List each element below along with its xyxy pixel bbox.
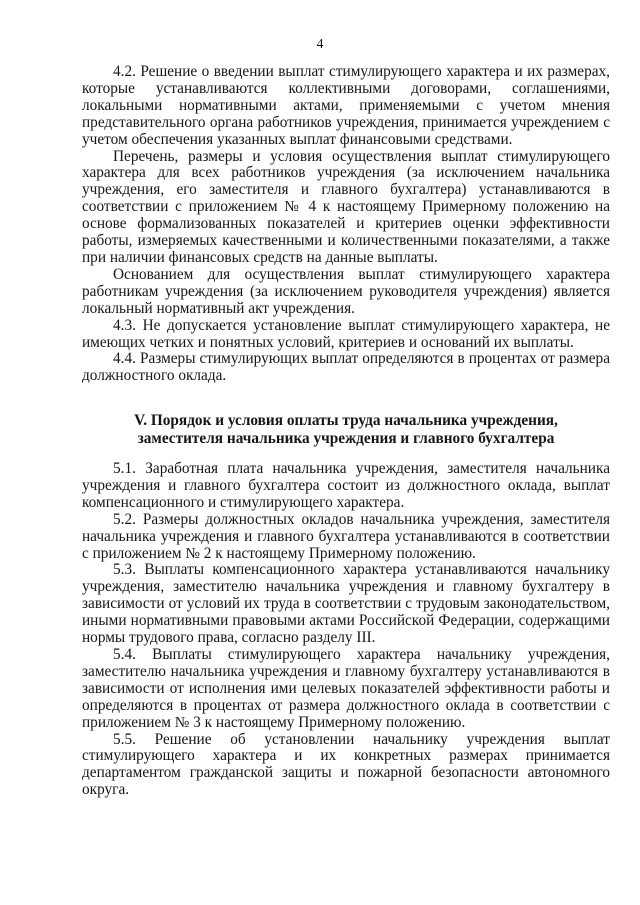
section-iv-body [82, 64, 610, 385]
paragraph-5-1: 5.1. Заработная плата начальника учреждения, заместителя начальника учреждения и главного бухгалтера состоит из должностного оклада, выплат компенсационного и стимулирующего характера. [82, 460, 610, 511]
paragraph-5-4: 5.4. Выплаты стимулирующего характера начальнику учреждения, заместителю начальника учреждения и главному бухгалтеру устанавливаются в зависимости от исполнения ими целевых показателей эффективности работы и определяются в процентах от размера должностного оклада в соответствии с приложением № 3 к настоящему Примерному положению. [82, 645, 610, 731]
paragraph-4-2: 4.2. Решение о введении выплат стимулирующего характера и их размерах, которые устанавливаются коллективными договорами, соглашениями, локальными нормативными актами, применяемыми с учетом мнения представительного органа работников учреждения, принимается учреждением с учетом обеспечения указанных выплат финансовыми средствами. [82, 63, 610, 148]
paragraph-basis: Основанием для осуществления выплат стимулирующего характера работникам учреждения (за исключением руководителя учреждения) является локальный нормативный акт учреждения. [82, 265, 610, 317]
section-heading-line-2: заместителя начальника учреждения и главного бухгалтера [137, 430, 555, 447]
section-v-body [82, 461, 610, 799]
paragraph-4-4: 4.4. Размеры стимулирующих выплат определяются в процентах от размера должностного оклада. [82, 350, 610, 385]
paragraph-5-2: 5.2. Размеры должностных окладов начальника учреждения, заместителя начальника учреждения и главного бухгалтера устанавливаются в соответствии с приложением № 2 к настоящему Примерному положению. [82, 510, 610, 562]
paragraph-5-5: 5.5. Решение об установлении начальнику учреждения выплат стимулирующего характера и их конкретных размерах принимается департаментом гражданской защиты и пожарной безопасности автономного округа. [82, 730, 610, 799]
section-v-heading [82, 412, 610, 448]
paragraph-4-3: 4.3. Не допускается установление выплат стимулирующего характера, не имеющих четких и понятных условий, критериев и оснований их выплаты. [82, 316, 610, 351]
page-number: 4 [316, 37, 324, 52]
paragraph-list-conditions: Перечень, размеры и условия осуществления выплат стимулирующего характера для всех работников учреждения (за исключением начальника учреждения, его заместителя и главного бухгалтера) устанавливаются в соответствии с приложением № 4 к настоящему Примерному положению на основе формализованных показателей и критериев оценки эффективности работы, измеряемых качественными и количественными показателями, а также при наличии финансовых средств на данные выплаты. [82, 147, 610, 266]
paragraph-5-3: 5.3. Выплаты компенсационного характера устанавливаются начальнику учреждения, заместителю начальника учреждения и главному бухгалтеру в зависимости от условий их труда в соответствии с трудовым законодательством, иными нормативными правовыми актами Российской Федерации, содержащими нормы трудового права, согласно разделу III. [82, 561, 610, 647]
section-heading-line-1: V. Порядок и условия оплаты труда начальника учреждения, [134, 412, 558, 429]
